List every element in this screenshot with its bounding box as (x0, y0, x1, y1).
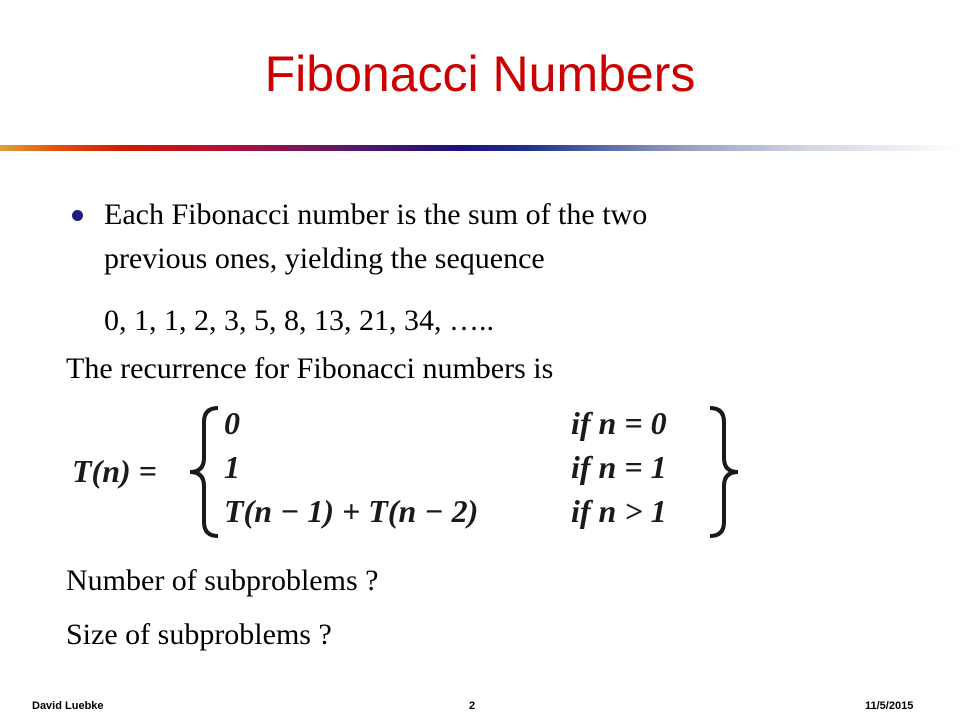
case-value-0: 0 (224, 405, 240, 441)
case-value-2: T(n − 1) + T(n − 2) (224, 493, 479, 529)
title-divider (0, 145, 960, 151)
recurrence-intro: The recurrence for Fibonacci numbers is (66, 352, 554, 385)
footer-page-number: 2 (469, 700, 476, 712)
recurrence-equation (66, 400, 746, 545)
bullet-line-2: previous ones, yielding the sequence (104, 242, 545, 275)
question-subproblem-count: Number of subproblems ? (66, 564, 379, 597)
left-brace-icon (190, 408, 218, 536)
case-condition-2: if n > 1 (571, 493, 667, 529)
bullet-line-1: Each Fibonacci number is the sum of the two (104, 198, 648, 231)
bullet-dot-icon (72, 210, 83, 221)
question-subproblem-size: Size of subproblems ? (66, 618, 332, 651)
case-condition-0: if n = 0 (571, 405, 667, 441)
fibonacci-sequence: 0, 1, 1, 2, 3, 5, 8, 13, 21, 34, ….. (104, 304, 494, 337)
equation-lhs: T(n) = (72, 453, 157, 489)
footer-date: 11/5/2015 (865, 700, 914, 712)
case-condition-1: if n = 1 (571, 449, 667, 485)
right-brace-icon (710, 408, 738, 536)
case-value-1: 1 (224, 449, 240, 485)
slide-title: Fibonacci Numbers (264, 46, 696, 102)
footer-author: David Luebke (32, 700, 104, 712)
